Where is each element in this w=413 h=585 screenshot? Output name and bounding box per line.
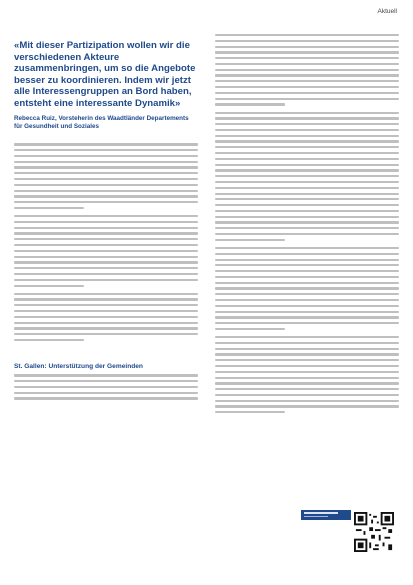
caption-name: Rebecca Ruiz, Vorsteherin des Waadtländer Departements für Gesundheit und Soziales — [14, 115, 189, 131]
info-box — [301, 510, 351, 520]
left-column — [14, 34, 198, 403]
pull-quote: «Mit dieser Partizipation wollen wir die verschiedenen Akteure zusammenbringen, um so die Angebote besser zu koordinieren. Indem wir jetzt alle Interessengruppen an Bord haben, entsteht eine interessante Dynamik» — [14, 40, 196, 109]
section-tag: Aktuell — [377, 8, 397, 15]
left-body-text-2 — [14, 374, 198, 399]
quote-caption — [14, 115, 198, 131]
left-body-text — [14, 143, 198, 341]
section-subhead: St. Gallen: Unterstützung der Gemeinden — [14, 363, 143, 371]
right-body-text — [215, 34, 399, 413]
qr-code-icon — [354, 512, 394, 552]
right-column — [215, 34, 399, 417]
